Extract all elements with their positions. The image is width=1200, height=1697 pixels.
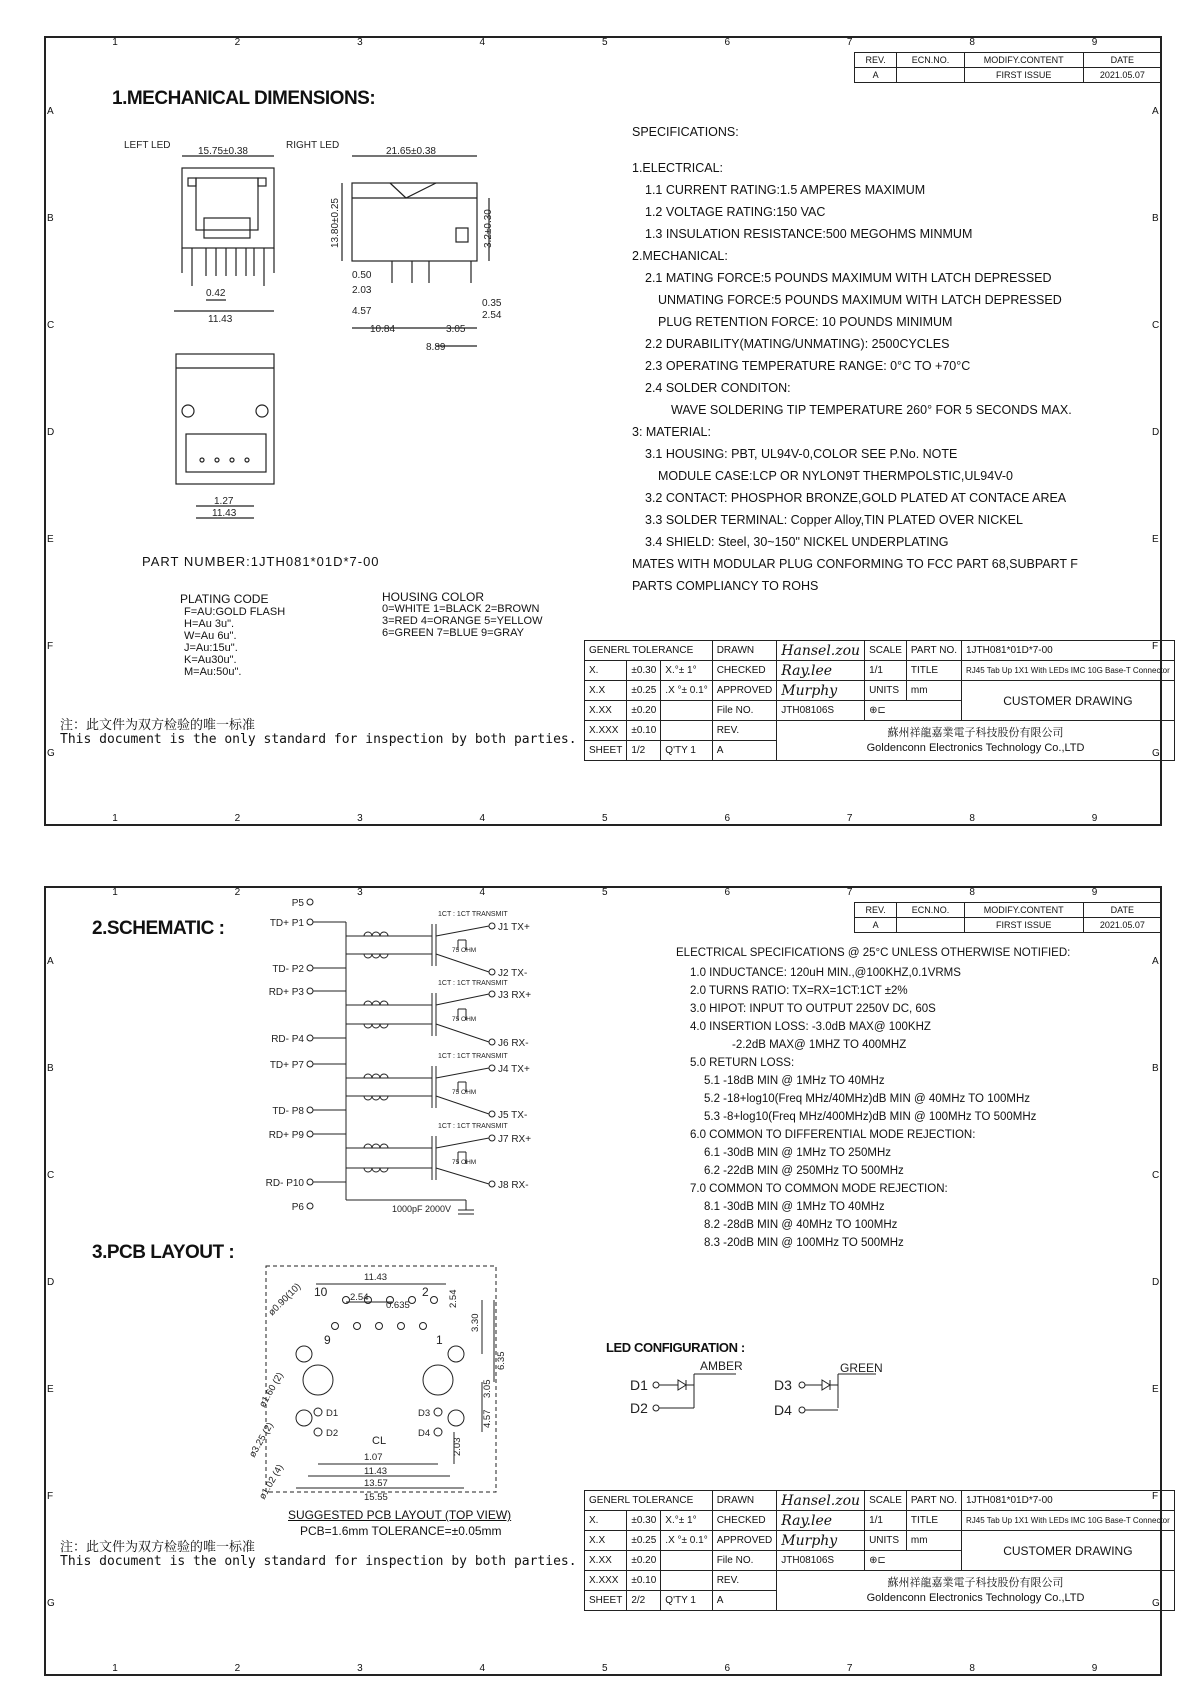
- grid-col-label: 1: [112, 813, 118, 824]
- schematic-port-label: J2 TX-: [498, 968, 528, 979]
- grid-col-label: 9: [1091, 813, 1098, 824]
- svg-text:2.54: 2.54: [448, 1289, 459, 1308]
- spec-line: 3.0 HIPOT: INPUT TO OUTPUT 2250V DC, 60S: [690, 1003, 936, 1015]
- grid-row-label: B: [47, 212, 54, 224]
- grid-col-label: 3: [357, 1663, 363, 1674]
- schematic-transmit-label: 1CT : 1CT TRANSMIT: [438, 1123, 508, 1130]
- svg-text:ø0.90(10): ø0.90(10): [266, 1281, 304, 1319]
- svg-text:9: 9: [324, 1333, 331, 1347]
- grid-col-label: 2: [234, 813, 241, 824]
- note-english-2: This document is the only standard for inspection by both parties.: [60, 1554, 577, 1569]
- dim-050: 0.50: [352, 270, 372, 281]
- schematic-transmit-label: 1CT : 1CT TRANSMIT: [438, 1053, 508, 1060]
- revision-table-2: REV. ECN.NO. MODIFY.CONTENT DATE A FIRST ISSUE 2021.05.07: [854, 902, 1162, 933]
- dim-305: 3.05: [446, 324, 466, 335]
- spec-line: 3.4 SHIELD: Steel, 30~150" NICKEL UNDERPLATING: [645, 535, 949, 549]
- schematic-port-label: J5 TX-: [498, 1110, 528, 1121]
- spec-line: 2.4 SOLDER CONDITON:: [645, 381, 791, 395]
- schematic-port-label: RD+ P3: [268, 987, 304, 998]
- grid-col-label: 9: [1091, 887, 1098, 898]
- revision-table: REV. ECN.NO. MODIFY.CONTENT DATE A FIRST ISSUE 2021.05.07: [854, 52, 1162, 83]
- grid-row-label: F: [1152, 641, 1159, 653]
- grid-row-label: D: [1152, 1277, 1160, 1288]
- svg-text:1: 1: [436, 1333, 443, 1347]
- schematic-port-label: TD+ P7: [269, 1060, 304, 1071]
- dim-1143a: 11.43: [208, 314, 233, 325]
- grid-row-label: E: [47, 1384, 54, 1396]
- grid-row-label: A: [1152, 105, 1159, 117]
- spec-line: 2.0 TURNS RATIO: TX=RX=1CT:1CT ±2%: [690, 985, 908, 997]
- svg-text:11.43: 11.43: [364, 1272, 388, 1283]
- grid-col-label: 8: [969, 813, 975, 824]
- grid-col-label: 5: [602, 37, 608, 48]
- spec-title: SPECIFICATIONS:: [632, 125, 739, 139]
- section-title-schematic: 2.SCHEMATIC :: [92, 918, 225, 939]
- plating-title: PLATING CODE: [180, 592, 269, 606]
- grid-row-label: D: [47, 1277, 55, 1288]
- grid-col-label: 7: [846, 887, 853, 898]
- grid-row-label: C: [47, 319, 55, 331]
- led-d1: D1: [630, 1377, 648, 1393]
- spec-line: MATES WITH MODULAR PLUG CONFORMING TO FCC PART 68,SUBPART F: [632, 557, 1078, 571]
- grid-row-label: A: [1152, 955, 1159, 967]
- svg-text:D1: D1: [326, 1408, 339, 1419]
- dim-width: 15.75±0.38: [198, 146, 248, 157]
- spec-line: 1.3 INSULATION RESISTANCE:500 MEGOHMS MINMUM: [645, 227, 973, 241]
- grid-row-label: F: [47, 641, 54, 653]
- schematic-port-label: TD- P8: [272, 1106, 304, 1117]
- grid-row-label: G: [1152, 1598, 1160, 1610]
- electrical-spec-title: ELECTRICAL SPECIFICATIONS @ 25°C UNLESS OTHERWISE NOTIFIED:: [676, 947, 1071, 959]
- schematic-port-label: P5: [291, 898, 304, 909]
- grid-row-label: E: [1152, 1384, 1159, 1396]
- grid-col-label: 8: [969, 1663, 975, 1674]
- note-english: This document is the only standard for inspection by both parties.: [60, 732, 577, 747]
- left-led-label: LEFT LED: [124, 140, 171, 151]
- spec-line: WAVE SOLDERING TIP TEMPERATURE 260° FOR 5 SECONDS MAX.: [671, 403, 1072, 417]
- spec-line: 1.ELECTRICAL:: [632, 161, 724, 175]
- grid-col-label: 2: [234, 37, 241, 48]
- note-chinese-2: 注：此文件为双方检验的唯一标准: [60, 1540, 256, 1555]
- led-d2: D2: [630, 1400, 648, 1416]
- dim-457: 4.57: [352, 306, 372, 317]
- svg-text:10: 10: [314, 1285, 328, 1299]
- dim-320: 3.2±0.30: [483, 209, 494, 248]
- spec-line: 6.0 COMMON TO DIFFERENTIAL MODE REJECTION:: [690, 1129, 976, 1141]
- schematic-port-label: TD- P2: [272, 964, 304, 975]
- grid-col-label: 7: [846, 1663, 853, 1674]
- spec-line: MODULE CASE:LCP OR NYLON9T THERMPOLSTIC,UL94V-0: [658, 469, 1013, 483]
- grid-row-label: G: [47, 1598, 55, 1610]
- grid-col-label: 4: [479, 1663, 486, 1674]
- svg-text:6.35: 6.35: [496, 1351, 507, 1370]
- grid-col-label: 2: [234, 1663, 241, 1674]
- svg-text:2: 2: [422, 1285, 429, 1299]
- svg-text:3.05: 3.05: [482, 1379, 493, 1398]
- spec-line: 5.1 -18dB MIN @ 1MHz TO 40MHz: [704, 1075, 885, 1087]
- spec-line: 7.0 COMMON TO COMMON MODE REJECTION:: [690, 1183, 948, 1195]
- svg-text:D4: D4: [418, 1428, 431, 1439]
- grid-col-label: 9: [1091, 37, 1098, 48]
- svg-text:11.43: 11.43: [364, 1466, 388, 1477]
- svg-text:15.55: 15.55: [364, 1492, 388, 1503]
- spec-line: 2.3 OPERATING TEMPERATURE RANGE: 0°C TO +70°C: [645, 359, 971, 373]
- plating-list: F=AU:GOLD FLASH H=Au 3u". W=Au 6u". J=Au:15u". K=Au30u". M=Au:50u".: [184, 606, 286, 678]
- grid-col-label: 4: [479, 813, 486, 824]
- grid-col-label: 7: [846, 37, 853, 48]
- spec-line: 8.2 -28dB MIN @ 40MHz TO 100MHz: [704, 1219, 898, 1231]
- dim-035: 0.35: [482, 298, 502, 309]
- spec-line: PARTS COMPLIANCY TO ROHS: [632, 579, 819, 593]
- spec-line: 6.2 -22dB MIN @ 250MHz TO 500MHz: [704, 1165, 904, 1177]
- spec-line: 1.1 CURRENT RATING:1.5 AMPERES MAXIMUM: [645, 183, 926, 197]
- svg-text:D2: D2: [326, 1428, 339, 1439]
- grid-row-label: B: [47, 1062, 54, 1074]
- led-d3: D3: [774, 1377, 792, 1393]
- svg-text:ø3.25 (2): ø3.25 (2): [247, 1420, 276, 1460]
- svg-text:13.57: 13.57: [364, 1478, 388, 1489]
- drawing-sheet-1: [44, 36, 1170, 826]
- grid-col-label: 5: [602, 1663, 608, 1674]
- spec-line: UNMATING FORCE:5 POUNDS MAXIMUM WITH LATCH DEPRESSED: [658, 293, 1062, 307]
- schematic-cap-label: 1000pF 2000V: [392, 1204, 452, 1214]
- dim-1143b: 11.43: [212, 508, 237, 519]
- title-block-1: GENERL TOLERANCE DRAWN Hansel.zou SCALE PART NO. 1JTH081*01D*7-00 X. ±0.30 X.°± 1° CHECKED Ray.lee 1/1 TITLE RJ45 Tab Up 1X1 With LEDs IMC 10G Base-T Connector X.X ±0.25 .X °± 0.1° APPROVED Murphy UNITS mm CUSTOMER DRAWING X.XX ±0.20 File NO. JTH08106S ⊕⊏ X.XXX ±0.10 REV. 蘇州祥龍嘉業電子科技股份有限公司 Goldenconn Electronics Technology Co.,LTD SHEET 1/2 Q'TY 1 A: [584, 640, 1164, 826]
- grid-col-label: 4: [479, 887, 486, 898]
- led-d4: D4: [774, 1402, 792, 1418]
- grid-row-label: E: [1152, 534, 1159, 546]
- schematic-port-label: J6 RX-: [498, 1038, 529, 1049]
- schematic-port-label: RD- P4: [271, 1034, 304, 1045]
- grid-col-label: 8: [969, 37, 975, 48]
- grid-col-label: 7: [846, 813, 853, 824]
- spec-line: 5.0 RETURN LOSS:: [690, 1057, 795, 1069]
- led-green: GREEN: [840, 1361, 883, 1375]
- grid-row-label: C: [47, 1169, 55, 1181]
- dim-889: 8.89: [426, 342, 446, 353]
- schematic-resistor-label: 75 OHM: [452, 1016, 477, 1023]
- housing-list: 0=WHITE 1=BLACK 2=BROWN 3=RED 4=ORANGE 5=YELLOW 6=GREEN 7=BLUE 9=GRAY: [382, 603, 543, 639]
- section-title-mechanical: 1.MECHANICAL DIMENSIONS:: [112, 88, 376, 109]
- svg-text:2.03: 2.03: [452, 1437, 463, 1456]
- spec-line: 1.2 VOLTAGE RATING:150 VAC: [645, 205, 826, 219]
- svg-text:CL: CL: [372, 1435, 387, 1447]
- dim-127: 1.27: [214, 496, 234, 507]
- spec-line: 1.0 INDUCTANCE: 120uH MIN.,@100KHZ,0.1VRMS: [690, 967, 961, 979]
- spec-line: 2.2 DURABILITY(MATING/UNMATING): 2500CYCLES: [645, 337, 950, 351]
- led-config-title: LED CONFIGURATION :: [606, 1340, 745, 1355]
- spec-line: 4.0 INSERTION LOSS: -3.0dB MAX@ 100KHZ: [690, 1021, 931, 1033]
- grid-col-label: 1: [112, 1663, 118, 1674]
- spec-line: -2.2dB MAX@ 1MHZ TO 400MHZ: [732, 1039, 907, 1051]
- grid-col-label: 4: [479, 37, 486, 48]
- grid-col-label: 6: [724, 37, 730, 48]
- spec-line: 2.1 MATING FORCE:5 POUNDS MAXIMUM WITH LATCH DEPRESSED: [645, 271, 1052, 285]
- spec-line: 5.2 -18+log10(Freq MHz/40MHz)dB MIN @ 40MHz TO 100MHz: [704, 1093, 1031, 1105]
- svg-text:4.57: 4.57: [482, 1409, 493, 1428]
- grid-row-label: D: [1152, 427, 1160, 438]
- spec-line: 8.3 -20dB MIN @ 100MHz TO 500MHz: [704, 1237, 904, 1249]
- grid-row-label: B: [1152, 212, 1159, 224]
- dim-254: 2.54: [482, 310, 502, 321]
- svg-text:D3: D3: [418, 1408, 431, 1419]
- svg-text:2.54: 2.54: [350, 1292, 369, 1303]
- grid-col-label: 1: [112, 887, 118, 898]
- schematic-port-label: J3 RX+: [498, 990, 532, 1001]
- spec-line: 8.1 -30dB MIN @ 1MHz TO 40MHz: [704, 1201, 885, 1213]
- grid-col-label: 6: [724, 1663, 730, 1674]
- grid-row-label: D: [47, 427, 55, 438]
- schematic-port-label: J1 TX+: [498, 922, 530, 933]
- schematic-port-label: J8 RX-: [498, 1180, 529, 1191]
- grid-row-label: A: [47, 105, 54, 117]
- grid-col-label: 6: [724, 813, 730, 824]
- schematic-port-label: RD+ P9: [268, 1130, 304, 1141]
- grid-col-label: 3: [357, 887, 363, 898]
- bottom-view-body: [176, 354, 274, 484]
- dim-1084: 10.84: [370, 324, 396, 335]
- grid-row-label: F: [47, 1491, 54, 1503]
- section-title-pcb: 3.PCB LAYOUT :: [92, 1242, 235, 1263]
- spec-line: 6.1 -30dB MIN @ 1MHz TO 250MHz: [704, 1147, 892, 1159]
- schematic-port-label: J7 RX+: [498, 1134, 532, 1145]
- dim-height: 13.80±0.25: [330, 198, 341, 248]
- side-view-body: [352, 183, 477, 261]
- schematic-resistor-label: 75 OHM: [452, 1089, 477, 1096]
- grid-row-label: C: [1152, 1169, 1160, 1181]
- grid-col-label: 9: [1091, 1663, 1098, 1674]
- grid-col-label: 1: [112, 37, 118, 48]
- schematic-resistor-label: 75 OHM: [452, 947, 477, 954]
- grid-col-label: 5: [602, 813, 608, 824]
- schematic-resistor-label: 75 OHM: [452, 1159, 477, 1166]
- spec-line: 3.2 CONTACT: PHOSPHOR BRONZE,GOLD PLATED AT CONTACE AREA: [645, 491, 1067, 505]
- note-chinese: 注：此文件为双方检验的唯一标准: [60, 718, 256, 733]
- dim-042: 0.42: [206, 288, 226, 299]
- schematic-port-label: RD- P10: [265, 1178, 304, 1189]
- grid-row-label: C: [1152, 319, 1160, 331]
- grid-col-label: 3: [357, 813, 363, 824]
- svg-text:0.635: 0.635: [386, 1300, 410, 1311]
- led-amber: AMBER: [700, 1359, 743, 1373]
- svg-text:ø1.60 (2): ø1.60 (2): [257, 1370, 286, 1410]
- svg-text:1.07: 1.07: [364, 1452, 383, 1463]
- drawing-sheet-2: [44, 886, 1170, 1676]
- spec-line: PLUG RETENTION FORCE: 10 POUNDS MINIMUM: [658, 315, 953, 329]
- title-block-2: GENERL TOLERANCE DRAWN Hansel.zou SCALE PART NO. 1JTH081*01D*7-00 X. ±0.30 X.°± 1° CHECKED Ray.lee 1/1 TITLE RJ45 Tab Up 1X1 With LEDs IMC 10G Base-T Connector X.X ±0.25 .X °± 0.1° APPROVED Murphy UNITS mm CUSTOMER DRAWING X.XX ±0.20 File NO. JTH08106S ⊕⊏ X.XXX ±0.10 REV. 蘇州祥龍嘉業電子科技股份有限公司 Goldenconn Electronics Technology Co.,LTD SHEET 2/2 Q'TY 1 A: [584, 1490, 1164, 1676]
- spec-line: 5.3 -8+log10(Freq MHz/400MHz)dB MIN @ 100MHz TO 500MHz: [704, 1111, 1037, 1123]
- spec-list: [632, 162, 1078, 602]
- grid-row-label: G: [47, 748, 55, 760]
- svg-text:3.30: 3.30: [470, 1313, 481, 1332]
- spec-line: 3.1 HOUSING: PBT, UL94V-0,COLOR SEE P.No. NOTE: [645, 447, 958, 461]
- right-led-label: RIGHT LED: [286, 140, 340, 151]
- schematic-transmit-label: 1CT : 1CT TRANSMIT: [438, 980, 508, 987]
- dim-203: 2.03: [352, 285, 372, 296]
- schematic-port-label: P6: [291, 1202, 304, 1213]
- grid-row-label: G: [1152, 748, 1160, 760]
- spec-line: 2.MECHANICAL:: [632, 249, 728, 263]
- pcb-tolerance: PCB=1.6mm TOLERANCE=±0.05mm: [300, 1524, 502, 1538]
- part-number: PART NUMBER:1JTH081*01D*7-00: [142, 554, 380, 569]
- schematic-transmit-label: 1CT : 1CT TRANSMIT: [438, 911, 508, 918]
- grid-col-label: 5: [602, 887, 608, 898]
- housing-title: HOUSING COLOR: [382, 590, 485, 604]
- spec-line: 3.3 SOLDER TERMINAL: Copper Alloy,TIN PLATED OVER NICKEL: [645, 513, 1023, 527]
- grid-col-label: 8: [969, 887, 975, 898]
- schematic-port-label: TD+ P1: [269, 918, 304, 929]
- grid-col-label: 6: [724, 887, 730, 898]
- grid-col-label: 3: [357, 37, 363, 48]
- dim-depth: 21.65±0.38: [386, 146, 436, 157]
- grid-col-label: 2: [234, 887, 241, 898]
- spec-line: 3: MATERIAL:: [632, 425, 711, 439]
- grid-row-label: A: [47, 955, 54, 967]
- grid-row-label: B: [1152, 1062, 1159, 1074]
- svg-text:ø1.02 (4): ø1.02 (4): [257, 1462, 286, 1502]
- grid-row-label: F: [1152, 1491, 1159, 1503]
- pcb-caption: SUGGESTED PCB LAYOUT (TOP VIEW): [288, 1508, 512, 1522]
- schematic-port-label: J4 TX+: [498, 1064, 530, 1075]
- grid-row-label: E: [47, 534, 54, 546]
